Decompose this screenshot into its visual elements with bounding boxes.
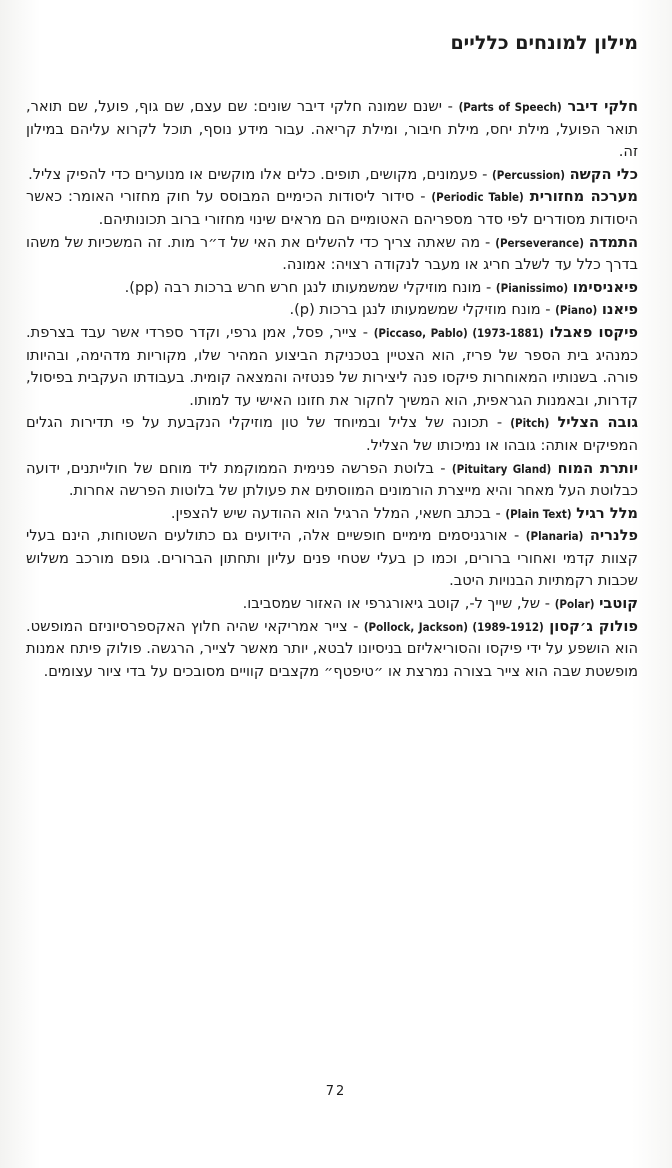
entry-term: התמדה	[588, 233, 638, 251]
entry-polar	[26, 593, 638, 616]
entry-term: חלקי דיבר	[567, 98, 639, 115]
entry-definition: - ישנם שמונה חלקי דיבר שונים: שם עצם, שם גוף, פועל, שם תואר, תואר הפועל, מילת יחס, מילת חיבור, ומילת קריאה. עבור מידע נוסף, תוכל לקרוא עליהם במילון זה.	[26, 98, 638, 161]
entry-definition: - צייר, פסל, אמן גרפי, וקדר ספרדי אשר עבד בצרפת. כמנהיג בית הספר של פריז, הוא הצטיין בטכניקת הביצוע המהיר שלו, מקוריות מדהימה, ובהיותו פורה. בשנותיו המאוחרות פיקסו פנה ליצירות של פנטזיה והמצאה קומית. בעבודתו העקבית בפיסול, קדרות, ובאמנות הגראפית, הוא המשיך לחקור את חזונו האישי עד למותו.	[26, 323, 638, 409]
entry-plain-text	[26, 503, 638, 526]
entry-term: כלי הקשה	[569, 165, 638, 183]
entry-pollock	[26, 616, 638, 684]
entry-definition: - מה שאתה צריך כדי להשלים את האי של ד״ר מות. זה המשכיות של משהו בדרך כלל עד לשלב חריג או מעבר לנקודה רצויה: אמונה.	[26, 233, 638, 274]
entry-definition: - מונח מוזיקלי שמשמעותו לנגן ברכות (p).	[289, 301, 556, 319]
entry-english: (Pitch)	[510, 416, 550, 431]
entry-term: קוטבי	[599, 595, 638, 613]
entry-definition: - אורגניסמים מימיים חופשיים אלה, הידועים גם כתולעים השטוחות, הינם בעלי קצוות קדמי ואחורי ברורים, וכמו כן בעלי שטחי פנים עליון ותחתון הברורים. גופם מורכב משלוש שכבות רקמתיות הבנויות היטב.	[26, 527, 638, 590]
entry-term: פיאניסימו	[572, 278, 638, 296]
entry-english: (Periodic Table)	[431, 190, 524, 205]
entry-pituitary-gland	[26, 458, 638, 503]
entry-perseverance	[26, 232, 638, 277]
entry-piano	[26, 299, 638, 322]
entry-english: (Piano)	[555, 303, 598, 318]
entry-english: (Percussion)	[492, 167, 566, 182]
entry-english: (Pollock, Jackson) (1989-1912)	[363, 619, 544, 634]
entry-english: (Pituitary Gland)	[451, 461, 552, 476]
entry-pitch	[26, 412, 638, 457]
entry-term: פולוק ג׳קסון	[549, 617, 638, 635]
entry-definition: - סידור ליסודות הכימיים המבוסס על חוק מחזורי האומר: כאשר היסודות מסודרים לפי סדר מספריהם האטומיים הם מראים שינוי מחזורי ברוב תכונותיהם.	[26, 188, 638, 228]
entry-term: פיקסו פאבלו	[549, 323, 639, 341]
entry-periodic-table	[26, 186, 638, 231]
entry-pianissimo	[26, 277, 638, 300]
entries-list	[26, 96, 638, 683]
entry-term: מלל רגיל	[576, 504, 638, 522]
entry-english: (Polar)	[554, 597, 595, 612]
entry-term: גובה הצליל	[557, 414, 639, 432]
entry-definition: - בלוטת הפרשה פנימית הממוקמת ליד מוחם של חולייתנים, ידועה כבלוטת העל מאחר והיא מייצרת הורמונים המווסתים את פעולתן של בלוטות הפרשה אחרות.	[26, 459, 638, 500]
entry-english: (Planaria)	[525, 529, 584, 544]
entry-term: מערכה מחזורית	[529, 188, 638, 206]
entry-english: (Plain Text)	[505, 506, 572, 521]
entry-definition: - מונח מוזיקלי שמשמעותו לנגן חרש חרש ברכות רבה (pp).	[124, 278, 496, 296]
entry-definition: - צייר אמריקאי שהיה חלוץ האקספרסיוניזם המופשט. הוא הושפע על ידי פיקסו והסוריאליזם בניסיונו לבטא, יותר מאשר לצייר, הרגשה. פולוק פיתח אמנות מופשטת שבה הוא צייר בצורה נמרצת או ״טיפטף״ מקצבים קוויים מסובכים על בדי ציור עצומים.	[26, 617, 638, 680]
page-number: 72	[325, 1084, 347, 1099]
entry-planaria	[26, 525, 638, 593]
entry-english: (Piccaso, Pablo) (1973-1881)	[373, 325, 544, 340]
entry-parts-of-speech	[26, 96, 638, 164]
entry-definition: - תכונה של צליל ובמיוחד של טון מוזיקלי הנקבעת על פי תדירות הגלים המפיקים אותה: גובהו או נמיכותו של הצליל.	[26, 414, 638, 454]
entry-term: פלנריה	[589, 527, 639, 545]
entry-term: יותרת המוח	[557, 459, 639, 477]
entry-english: (Pianissimo)	[495, 280, 569, 295]
entry-term: פיאנו	[601, 301, 638, 319]
entry-definition: - פעמונים, מקושים, תופים. כלים אלו מוקשים או מנוערים כדי להפיק צליל.	[28, 165, 493, 183]
page-title: מילון למונחים כלליים	[450, 32, 638, 54]
entry-definition: - של, שייך ל-, קוטב גיאורגרפי או האזור שמסביבו.	[242, 595, 555, 613]
entry-picasso	[26, 322, 638, 412]
entry-definition: - בכתב חשאי, המלל הרגיל הוא ההודעה שיש להצפין.	[170, 504, 506, 522]
entry-english: (Parts of Speech)	[458, 100, 562, 114]
entry-english: (Perseverance)	[495, 235, 584, 250]
entry-percussion	[26, 164, 638, 187]
